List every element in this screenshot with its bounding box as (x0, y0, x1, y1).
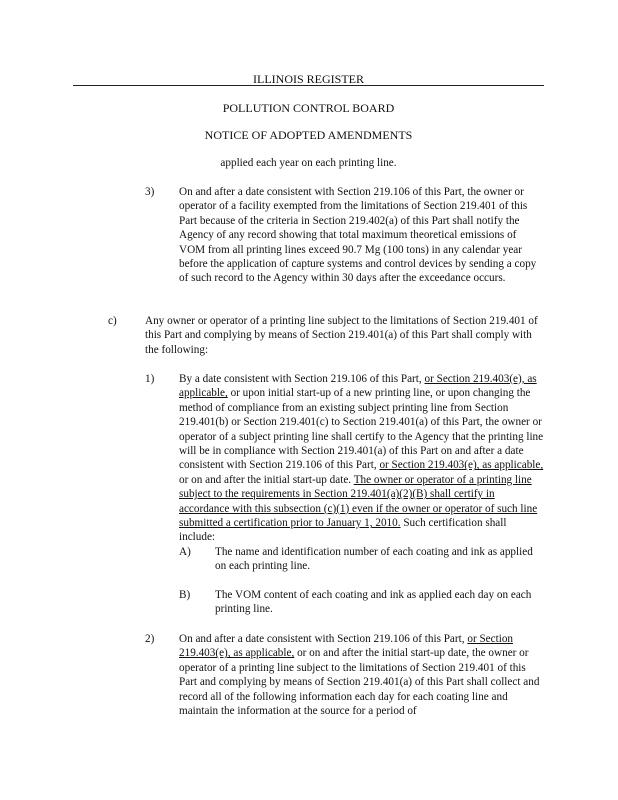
item-b3-label: 3) (145, 186, 155, 198)
item-c1A-text: The name and identification number of each coating and ink as applied on each printing line. (215, 546, 533, 573)
header-rule (73, 85, 544, 86)
item-c1-seg3: or upon initial start-up of a new printing line, or upon changing the method of compliance from an existing subject printing line from Section 219.401(b) or Section 219.401(c) to Section 219.401(a) of this Part, the owner or operator of a subject printing line shall certify to the Agency that the printing line will be in compliance with Section 219.401(a) of this Part on and after a date consistent with Section 219.106 of this Part, (179, 387, 544, 472)
item-c2-seg1: On and after a date consistent with Section 219.106 of this Part, (179, 633, 468, 645)
item-b3-text: On and after a date consistent with Section 219.106 of this Part, the owner or operator of a facility exempted from the limitations of Section 219.401 of this Part because of the criteria in Section 219.402(a) of this Part shall notify the Agency of any record showing that total maximum theoretical emissions of VOM from all printing lines exceed 90.7 Mg (100 tons) in any calendar year before the application of capture systems and control devices by sending a copy of such record to the Agency within 30 days after the exceedance occurs. (179, 186, 537, 285)
item-c1-label: 1) (145, 373, 155, 385)
item-c1-seg5: or on and after the initial start-up date. (179, 473, 354, 486)
notice-title: NOTICE OF ADOPTED AMENDMENTS (204, 128, 413, 142)
item-c1B-label: B) (179, 589, 191, 601)
item-c1-seg1: By a date consistent with Section 219.106 of this Part, (179, 373, 425, 385)
item-c1-seg4-amend: or Section 219.403(e), as applicable, (379, 459, 544, 472)
board-title: POLLUTION CONTROL BOARD (222, 101, 395, 115)
item-c1-seg7: Such certification shall include: (179, 517, 507, 544)
item-c1-text (179, 372, 545, 545)
item-c-text: Any owner or operator of a printing line subject to the limitations of Section 219.401 of this Part and complying by means of Section 219.401(a) of this Part shall comply with the following: (145, 315, 538, 356)
register-title: ILLINOIS REGISTER (253, 72, 364, 86)
item-c2-text (179, 632, 545, 718)
item-c1A-label: A) (179, 546, 191, 558)
item-c2-seg2-amend: or Section 219.403(e), as applicable, (179, 633, 514, 660)
item-c-label: c) (108, 315, 117, 327)
item-c1B-text: The VOM content of each coating and ink as applied each day on each printing line. (215, 589, 532, 616)
item-c2-seg3: or on and after the initial start-up date, the owner or operator of a printing line subject to the limitations of Section 219.401 of this Part and complying by means of Section 219.401(a) of this Part shall collect and record all of the following information each day for each coating line and maintain the information at the source for a period of (179, 647, 540, 718)
item-c1-seg2-amend: or Section 219.403(e), as applicable, (179, 373, 537, 400)
continuation-text: applied each year on each printing line. (220, 157, 397, 169)
item-c1-seg6-amend: The owner or operator of a printing line subject to the requirements in Section 219.401(a)(2)(B) shall certify in accordance with this subsection (c)(1) even if the owner or operator of such line submitted a certification prior to January 1, 2010. (179, 473, 538, 530)
item-c2-label: 2) (145, 633, 155, 645)
